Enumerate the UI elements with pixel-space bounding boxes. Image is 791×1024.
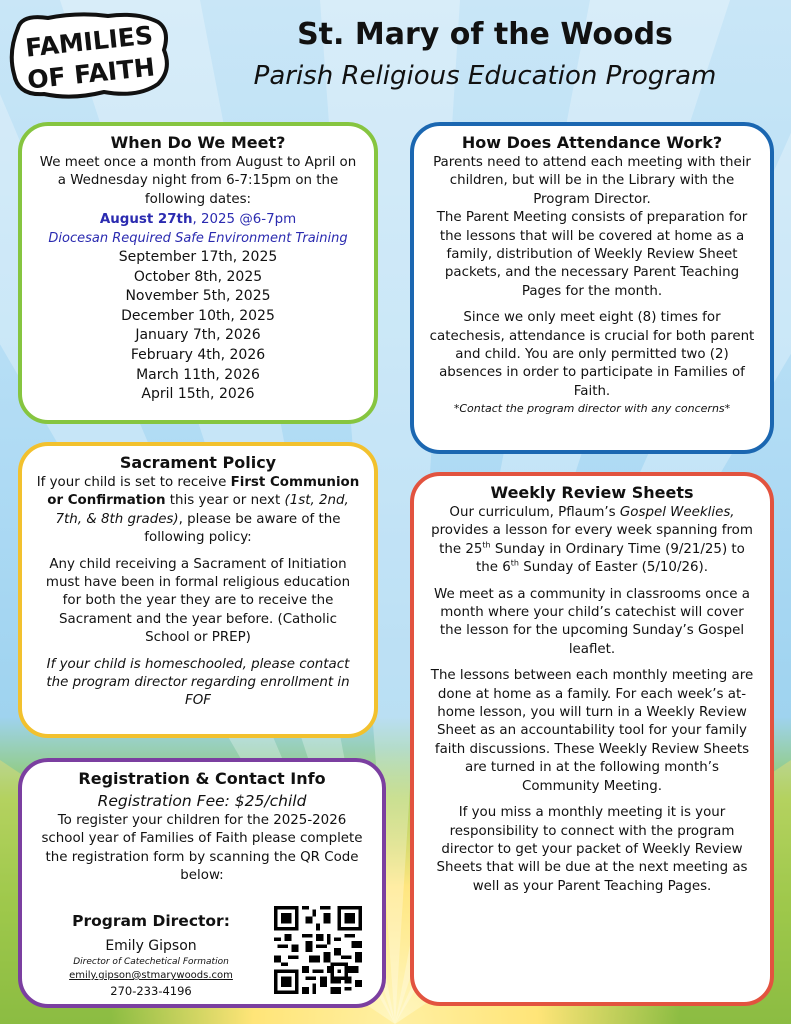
sacrament-text: , please be aware of the following policy:: [144, 511, 341, 546]
first-date-rest: , 2025 @6-7pm: [192, 212, 297, 228]
attendance-note: *Contact the program director with any concerns*: [453, 402, 731, 416]
weekly-paragraph-4: If you miss a monthly meeting it is your responsibility to connect with the program director to get your packet of Weekly Review Sheets that will be due at the next meeting as well as your Parent Teaching Pages.: [436, 805, 748, 894]
first-date-bold: August 27th: [99, 212, 193, 228]
program-director-block: [36, 910, 266, 999]
meeting-date: November 5th, 2025: [125, 288, 271, 305]
director-name: Emily Gipson: [105, 938, 197, 954]
families-of-faith-logo: [8, 10, 173, 100]
logo-text-line2: OF FAITH: [26, 52, 157, 95]
director-role: Director of Catechetical Formation: [73, 957, 229, 967]
page-subtitle: Parish Religious Education Program: [253, 61, 717, 91]
meeting-date: January 7th, 2026: [135, 327, 261, 344]
sacrament-text: If your child is set to receive: [36, 475, 231, 490]
weekly-text: provides a lesson for every week spanning from the 25: [431, 523, 753, 557]
sacrament-policy-box: [18, 442, 378, 738]
weekly-paragraph-3: The lessons between each monthly meeting are done at home as a family. For each week’s at-home lesson, you will turn in a Weekly Review Sheet as an accountability tool for your family faith discussions. These Weekly Review Sheets are turned in at the following month’s Community Meeting.: [430, 668, 754, 794]
meeting-date: December 10th, 2025: [121, 307, 275, 324]
weekly-review-box: [410, 472, 774, 1006]
attendance-heading: How Does Attendance Work?: [461, 133, 723, 152]
sacrament-text: this year or next: [165, 493, 285, 509]
meeting-heading: When Do We Meet?: [110, 133, 286, 152]
registration-box: [18, 758, 386, 1008]
header: [0, 0, 791, 110]
director-heading: Program Director:: [72, 912, 230, 930]
attendance-paragraph-2: The Parent Meeting consists of preparation for the lessons that will be covered at home as a family, distribution of Weekly Review Sheet packets, and the necessary Parent Teaching Pages for the month.: [436, 210, 748, 299]
sacrament-paragraph-1: [36, 474, 360, 548]
sacrament-paragraph-2: Any child receiving a Sacrament of Initiation must have been in formal religious education for both the year they are to receive the Sacrament and the year before. (Catholic School or PREP): [45, 556, 351, 646]
attendance-paragraph-1: Parents need to attend each meeting with their children, but will be in the Library with the Program Director.: [433, 155, 751, 207]
weekly-heading: Weekly Review Sheets: [490, 483, 694, 502]
director-phone: 270-233-4196: [110, 984, 192, 998]
registration-qr-code[interactable]: [274, 906, 362, 994]
meeting-intro: We meet once a month from August to April on a Wednesday night from 6-7:15pm on the following dates:: [39, 155, 357, 207]
curriculum-name: Gospel Weeklies,: [619, 505, 735, 520]
sacrament-heading: Sacrament Policy: [119, 453, 277, 472]
ordinal-suffix: th: [482, 540, 491, 550]
meeting-dates-list: [38, 248, 358, 405]
weekly-paragraph-1: [428, 504, 756, 578]
weekly-text: Sunday in Ordinary Time (9/21/25) to the 6: [476, 541, 745, 576]
meeting-date: March 11th, 2026: [136, 366, 260, 383]
meeting-date: October 8th, 2025: [133, 268, 263, 285]
sacrament-paragraph-3: If your child is homeschooled, please contact the program director regarding enrollment in FOF: [46, 656, 350, 709]
sacrament-bold-text: First Communion or Confirmation: [47, 475, 360, 509]
meeting-date: February 4th, 2026: [130, 347, 266, 363]
first-meeting-date: [38, 211, 358, 229]
meeting-date: April 15th, 2026: [141, 386, 255, 403]
attendance-paragraph-3: Since we only meet eight (8) times for catechesis, attendance is crucial for both parent and child. You are only permitted two (2) absences in order to participate in Families of Faith.: [429, 310, 755, 399]
meeting-date: September 17th, 2025: [118, 249, 278, 266]
registration-instructions: To register your children for the 2025-2026 school year of Families of Faith please complete the registration form by scanning the QR Code below:: [41, 813, 363, 884]
weekly-text: Our curriculum, Pflaum’s: [449, 505, 620, 520]
weekly-paragraph-2: We meet as a community in classrooms once a month where your child’s catechist will cover the lesson for the upcoming Sunday’s Gospel leaflet.: [434, 586, 750, 657]
attendance-box: [410, 122, 774, 454]
registration-fee: Registration Fee: $25/child: [97, 792, 307, 810]
ordinal-suffix: th: [510, 558, 519, 568]
page-title: St. Mary of the Woods: [297, 17, 673, 52]
director-email-link[interactable]: emily.gipson@stmarywoods.com: [69, 970, 233, 981]
weekly-text: Sunday of Easter (5/10/26).: [518, 560, 708, 576]
registration-heading: Registration & Contact Info: [78, 769, 326, 788]
meeting-schedule-box: [18, 122, 378, 424]
logo-text-line1: FAMILIES: [23, 20, 155, 63]
first-date-note: Diocesan Required Safe Environment Training: [48, 230, 348, 246]
sacrament-grades: (1st, 2nd, 7th, & 8th grades): [55, 493, 349, 527]
